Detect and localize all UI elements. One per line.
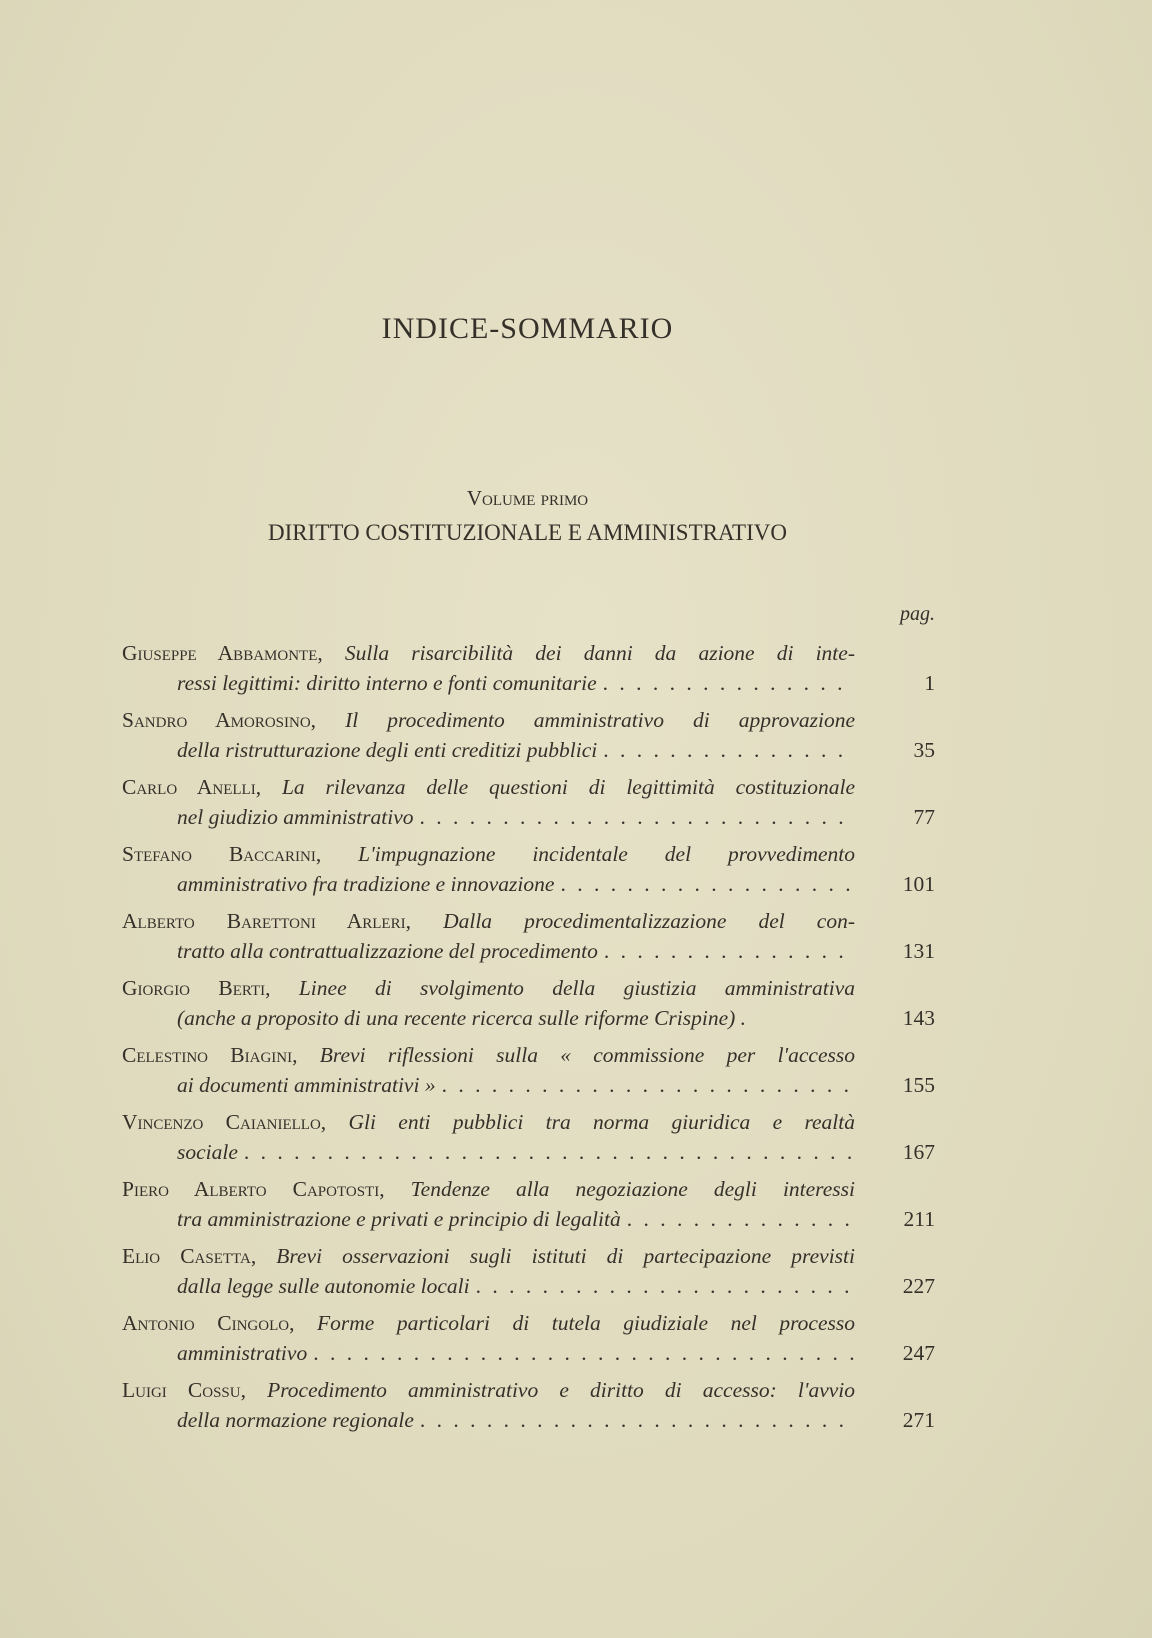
dot-leader [442,1070,855,1100]
toc-entry [122,1107,935,1174]
entry-title-line2: dalla legge sulle autonomie locali [177,1274,470,1298]
entry-author: Alberto Barettoni Arleri, [122,909,411,933]
entry-title-line2: ressi legittimi: diritto interno e fonti comunitarie [177,671,597,695]
entry-page-number: 101 [902,872,935,896]
entry-title-line1: Il procedimento amministrativo di approvazione [345,708,855,732]
toc-entry [122,638,935,705]
entry-first-line [122,1174,855,1204]
entry-title-line1: Linee di svolgimento della giustizia amministrativa [298,976,855,1000]
entry-page-number: 143 [902,1006,935,1030]
dot-leader [604,936,855,966]
entry-title-line2: amministrativo fra tradizione e innovazione [177,872,555,896]
entry-first-line [122,638,855,668]
entry-title-line1: L'impugnazione incidentale del provvedimento [358,842,855,866]
dot-leader [560,869,855,899]
entry-author: Celestino Biagini, [122,1043,298,1067]
entry-first-line [122,1241,855,1271]
entry-first-line [122,1375,855,1405]
entry-title-line1: Tendenze alla negoziazione degli interessi [410,1177,856,1201]
entry-author: Vincenzo Caianiello, [122,1110,327,1134]
entry-title-line2: tratto alla contrattualizzazione del procedimento [177,939,598,963]
section-heading: DIRITTO COSTITUZIONALE E AMMINISTRATIVO [268,520,787,545]
entry-page-number: 167 [902,1140,935,1164]
entry-title-line2: tra amministrazione e privati e principio di legalità [177,1207,621,1231]
toc-entry [122,1375,935,1442]
entry-author: Piero Alberto Capotosti, [122,1177,385,1201]
dot-leader [313,1338,855,1368]
toc-entry [122,906,935,973]
dot-leader [627,1204,855,1234]
dot-leader [244,1137,855,1167]
entry-author: Giorgio Berti, [122,976,271,1000]
entry-title-line1: Dalla procedimentalizzazione del con- [443,909,855,933]
entry-first-line [122,705,855,735]
dot-leader [476,1271,855,1301]
entry-page-number: 227 [902,1274,935,1298]
entry-title-line1: Forme particolari di tutela giudiziale nel processo [317,1311,856,1335]
dot-leader [420,1405,855,1435]
entry-author: Sandro Amorosino, [122,708,317,732]
entry-first-line [122,906,855,936]
toc-entry [122,705,935,772]
entry-author: Antonio Cingolo, [122,1311,295,1335]
volume-heading: Volume primo [466,486,589,510]
entry-title-line1: La rilevanza delle questioni di legittimità costituzionale [281,775,855,799]
entry-title-line2: amministrativo [177,1341,308,1365]
toc-list [122,638,935,1442]
entry-title-line2: nel giudizio amministrativo [177,805,414,829]
entry-page-number: 77 [913,805,935,829]
toc-entry [122,1241,935,1308]
dot-leader [603,668,855,698]
entry-page-number: 271 [902,1408,935,1432]
toc-entry [122,839,935,906]
entry-author: Luigi Cossu, [122,1378,246,1402]
toc-entry [122,1040,935,1107]
entry-first-line [122,1040,855,1070]
entry-page-number: 155 [902,1073,935,1097]
entry-author: Stefano Baccarini, [122,842,322,866]
entry-page-number: 211 [903,1207,935,1231]
entry-page-number: 1 [924,671,935,695]
dot-leader [603,735,855,765]
entry-title-line1: Brevi riflessioni sulla « commissione per l'accesso [319,1043,856,1067]
entry-title-line1: Brevi osservazioni sugli istituti di partecipazione previsti [276,1244,855,1268]
entry-title-line2: della normazione regionale [177,1408,414,1432]
entry-title-line1: Sulla risarcibilità dei danni da azione di inte- [344,641,855,665]
entry-title-line1: Gli enti pubblici tra norma giuridica e realtà [348,1110,856,1134]
entry-author: Giuseppe Abbamonte, [122,641,323,665]
entry-title-line2: (anche a proposito di una recente ricerca sulle riforme Crispine) . [177,1006,747,1030]
page-column-label: pag. [900,603,935,625]
entry-title-line1: Procedimento amministrativo e diritto di accesso: l'avvio [267,1378,856,1402]
dot-leader [420,802,856,832]
entry-first-line [122,973,855,1003]
toc-entry [122,973,935,1040]
entry-author: Carlo Anelli, [122,775,262,799]
toc-entry [122,772,935,839]
page-title: INDICE-SOMMARIO [381,312,674,345]
entry-title-line2: della ristrutturazione degli enti creditizi pubblici [177,738,598,762]
entry-first-line [122,839,855,869]
entry-title-line2: sociale [177,1140,238,1164]
toc-entry [122,1174,935,1241]
toc-entry [122,1308,935,1375]
entry-first-line [122,772,855,802]
entry-first-line [122,1107,855,1137]
entry-author: Elio Casetta, [122,1244,257,1268]
entry-page-number: 247 [902,1341,935,1365]
entry-first-line [122,1308,855,1338]
entry-page-number: 131 [902,939,935,963]
entry-title-line2: ai documenti amministrativi » [177,1073,436,1097]
entry-page-number: 35 [913,738,935,762]
